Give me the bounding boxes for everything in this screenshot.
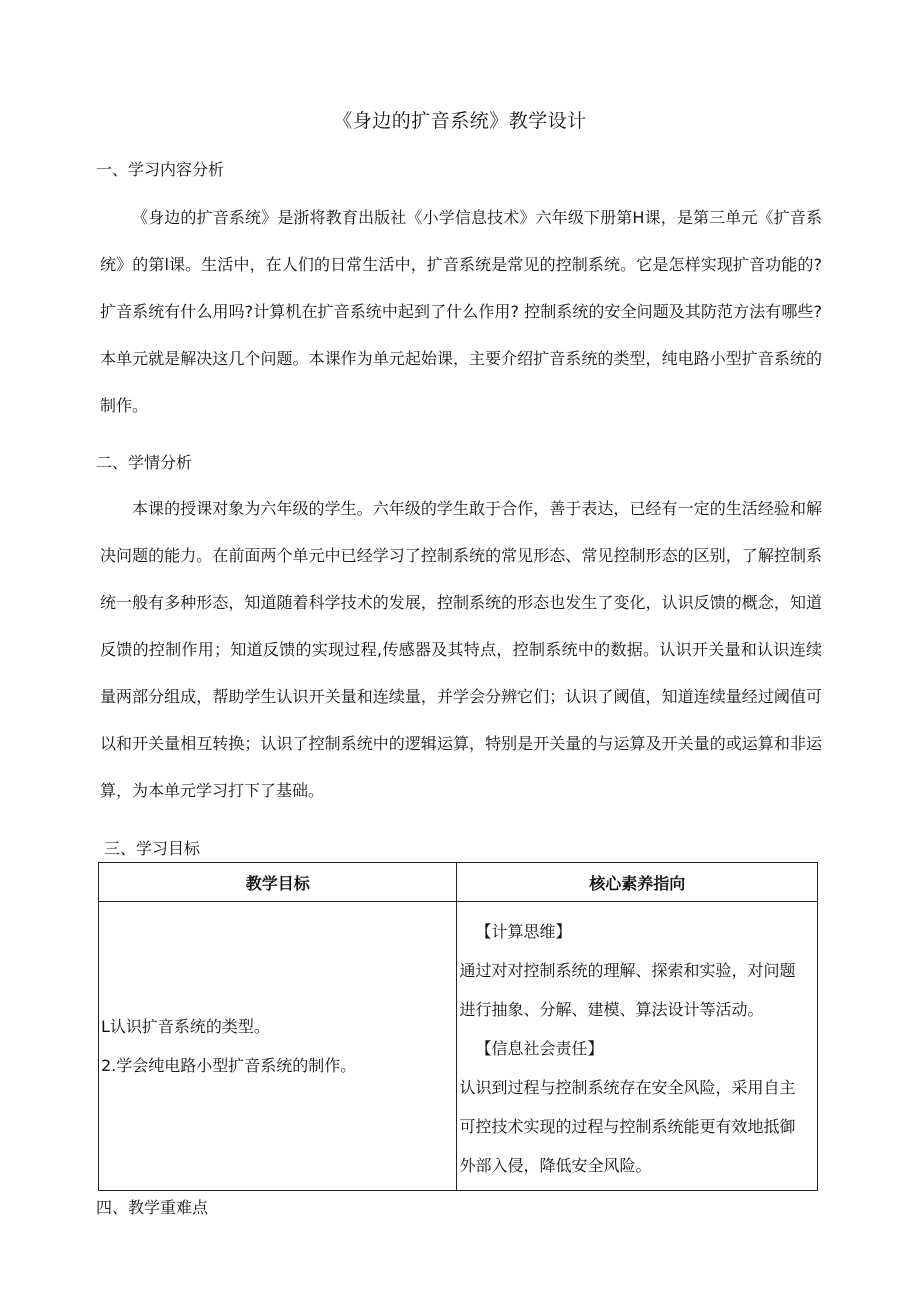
section-heading-learning-goals: 三、学习目标: [104, 839, 201, 858]
goals-cell-core-literacy: [457, 902, 818, 1191]
goals-table: [98, 862, 818, 1191]
literacy-line-5: 外部入侵，降低安全风险。: [459, 1155, 652, 1175]
literacy-line-1: 通过对对控制系统的理解、探索和实验，对问题: [459, 960, 796, 980]
literacy-line-2: 进行抽象、分解、建模、算法设计等活动。: [459, 999, 764, 1019]
goals-cell-teaching-goals: [99, 902, 457, 1191]
literacy-line-4: 可控技术实现的过程与控制系统能更有效地抵御: [459, 1116, 796, 1136]
literacy-category-computational-thinking: 【计算思维】: [475, 921, 572, 941]
goals-header-core-literacy: 核心素养指向: [457, 863, 818, 902]
section-heading-student-analysis: 二、学情分析: [96, 453, 193, 472]
document-title: 《身边的扩音系统》教学设计: [333, 110, 587, 132]
literacy-line-3: 认识到过程与控制系统存在安全风险，采用自主: [459, 1077, 796, 1097]
paragraph-student-analysis: 本课的授课对象为六年级的学生。六年级的学生敢于合作，善于表达，已经有一定的生活经验和解决问题的能力。在前面两个单元中已经学习了控制系统的常见形态、常见控制形态的区别，了解控制系统一般有多种形态，知道随着科学技术的发展，控制系统的形态也发生了变化，认识反馈的概念，知道反馈的控制作用；知道反馈的实现过程,传感器及其特点，控制系统中的数据。认识开关量和认识连续量两部分组成，帮助学生认识开关量和连续量，并学会分辨它们；认识了阈值，知道连续量经过阈值可以和开关量相互转换；认识了控制系统中的逻辑运算，特别是开关量的与运算及开关量的或运算和非运算，为本单元学习打下了基础。: [100, 499, 822, 800]
literacy-category-social-responsibility: 【信息社会责任】: [475, 1038, 604, 1058]
goals-table-row: [99, 902, 818, 1191]
section-heading-key-difficulties: 四、教学重难点: [96, 1198, 209, 1217]
paragraph-content-analysis: 《身边的扩音系统》是浙将教育出版社《小学信息技术》六年级下册第H课，是第三单元《扩音系统》的第l课。生活中，在人们的日常生活中，扩音系统是常见的控制系统。它是怎样实现扩音功能的?扩音系统有什么用吗?计算机在扩音系统中起到了什么作用? 控制系统的安全问题及其防范方法有哪些?本单元就是解决这几个问题。本课作为单元起始课，主要介绍扩音系统的类型，纯电路小型扩音系统的制作。: [100, 208, 822, 415]
goal-item-2: 2.学会纯电路小型扩音系统的制作。: [101, 1056, 357, 1075]
section-heading-content-analysis: 一、学习内容分析: [96, 160, 225, 179]
goals-header-teaching-goals: 教学目标: [99, 863, 457, 902]
goals-table-header-row: [99, 863, 818, 902]
goal-item-1: L认识扩音系统的类型。: [101, 1017, 270, 1036]
